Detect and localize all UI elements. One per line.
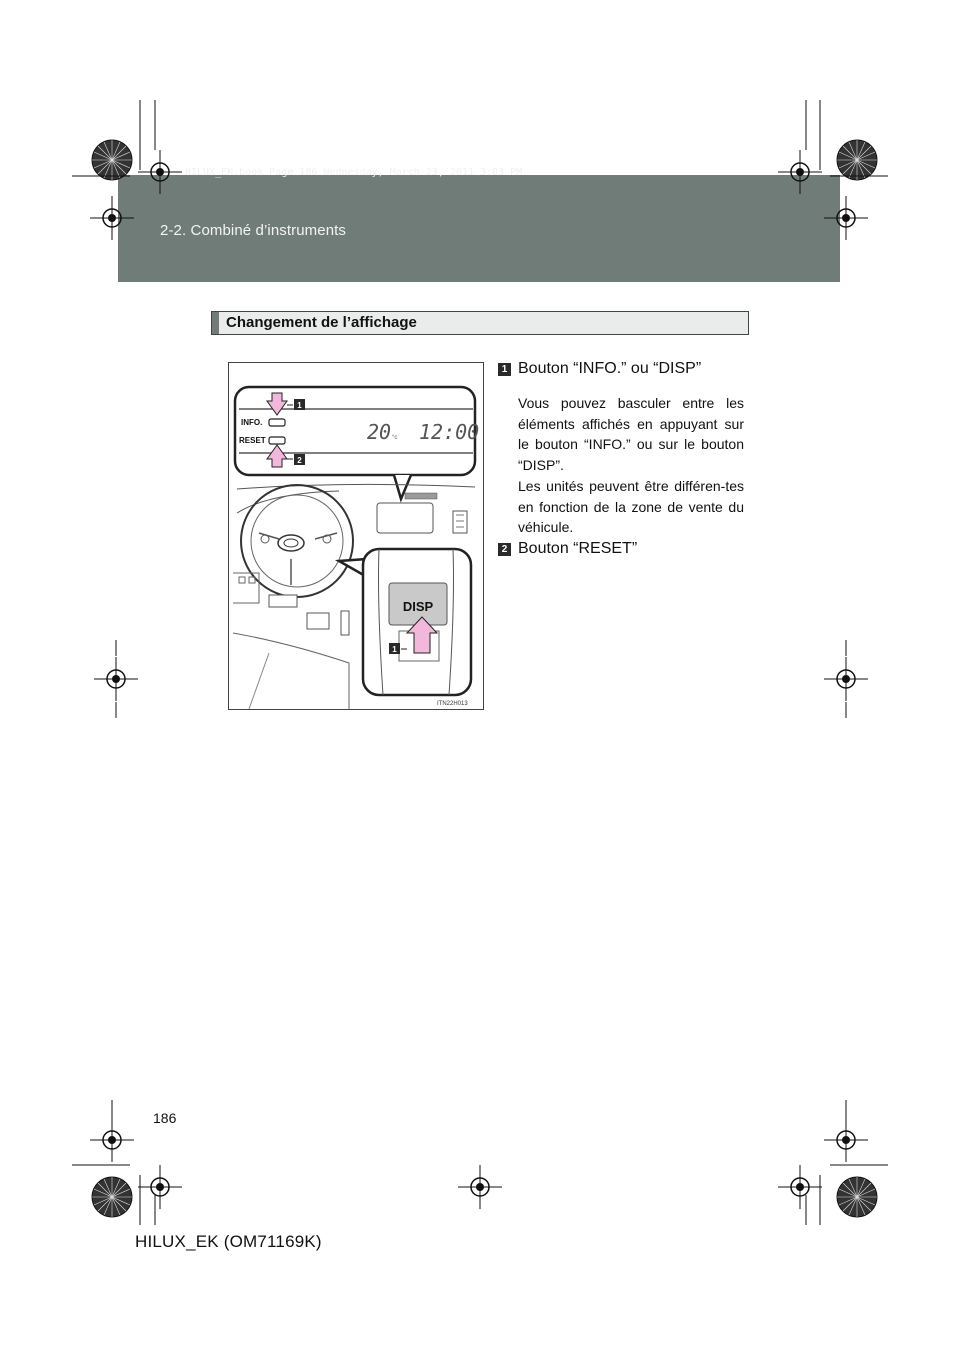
- item-1-paragraph-2: Les unités peuvent être différen-tes en fonction de la zone de vente du véhicule.: [518, 478, 744, 536]
- crosshair-left-lower: [90, 1118, 134, 1162]
- figure-code: ITN22H013: [437, 701, 468, 707]
- footer-model-code: HILUX_EK (OM71169K): [135, 1232, 322, 1251]
- star-mark-top-left: [92, 140, 132, 180]
- item-1-number: 1: [498, 363, 511, 376]
- item-1-title-text: Bouton “INFO.” ou “DISP”: [518, 360, 702, 377]
- crosshair-bottom-right: [778, 1165, 822, 1209]
- badge-2-top-text: 2: [297, 456, 302, 465]
- display-temperature-unit: °c: [392, 435, 398, 441]
- display-clock: 12:00: [419, 420, 480, 444]
- crosshair-left-middle: [94, 657, 138, 701]
- star-mark-bottom-right: [837, 1177, 877, 1217]
- star-mark-bottom-left: [92, 1177, 132, 1217]
- badge-1-bottom-text: 1: [392, 645, 397, 654]
- crosshair-top-right: [778, 150, 822, 194]
- crosshair-right-middle: [824, 657, 868, 701]
- label-reset: RESET: [239, 436, 266, 445]
- heading-text: Changement de l’affichage: [226, 314, 417, 331]
- badge-1-top-text: 1: [297, 401, 302, 410]
- crosshair-right-lower: [824, 1118, 868, 1162]
- crosshair-left-upper: [90, 196, 134, 240]
- item-2-number: 2: [498, 543, 511, 556]
- page-number: 186: [153, 1110, 177, 1126]
- label-disp: DISP: [402, 599, 434, 614]
- crosshair-bottom-center: [458, 1165, 502, 1209]
- label-info: INFO.: [241, 418, 263, 427]
- crosshair-top-left: [138, 150, 182, 194]
- item-1-paragraph-1: Vous pouvez basculer entre les éléments affichés en appuyant sur le bouton “INFO.” ou sur le bouton “DISP”.: [518, 395, 744, 474]
- book-meta-line: HILUX_EK.book Page 186 Wednesday, March 23, 2011 3:03 PM: [185, 167, 523, 178]
- star-mark-top-right: [837, 140, 877, 180]
- crosshair-right-upper: [824, 196, 868, 240]
- item-2-title-text: Bouton “RESET”: [518, 540, 638, 557]
- section-title: 2-2. Combiné d’instruments: [160, 222, 347, 239]
- display-temperature: 20: [367, 420, 392, 444]
- crosshair-bottom-left: [138, 1165, 182, 1209]
